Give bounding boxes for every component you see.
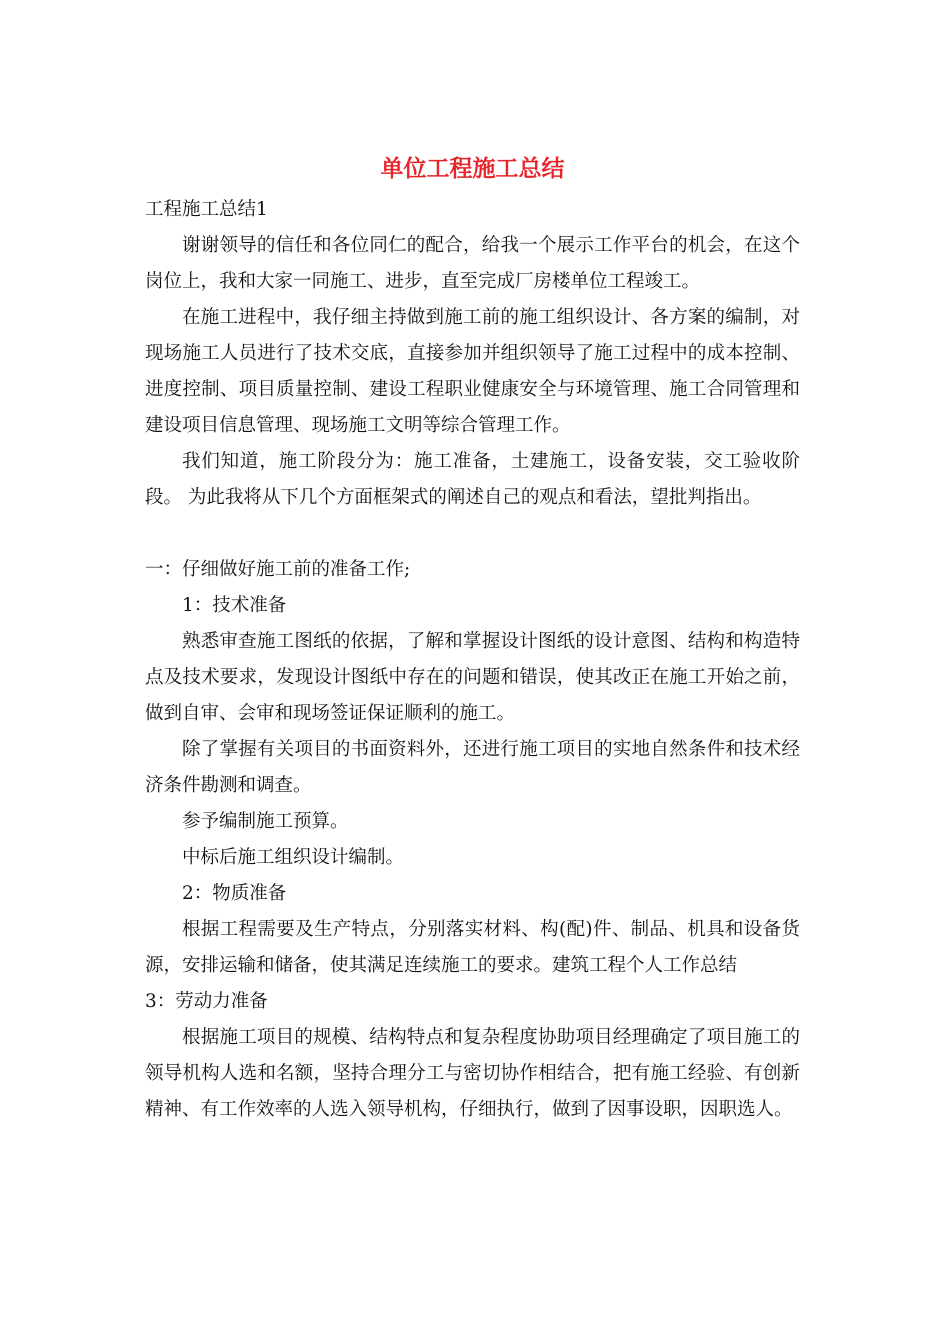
paragraph: 熟悉审查施工图纸的依据，了解和掌握设计图纸的设计意图、结构和构造特点及技术要求，发现设计图纸中存在的问题和错误，使其改正在施工开始之前，做到自审、会审和现场签证保证顺利的施工。 — [145, 631, 800, 724]
paragraph: 谢谢领导的信任和各位同仁的配合，给我一个展示工作平台的机会，在这个岗位上，我和大家一同施工、进步，直至完成厂房楼单位工程竣工。 — [145, 235, 800, 292]
paragraph: 除了掌握有关项目的书面资料外，还进行施工项目的实地自然条件和技术经济条件勘测和调查。 — [145, 739, 800, 796]
document-title: 单位工程施工总结 — [380, 156, 565, 182]
paragraph: 根据施工项目的规模、结构特点和复杂程度协助项目经理确定了项目施工的领导机构人选和名额，坚持合理分工与密切协作相结合，把有施工经验、有创新精神、有工作效率的人选入领导机构，仔细执行，做到了因事设职，因职选人。 — [145, 1027, 800, 1120]
paragraph: 根据工程需要及生产特点，分别落实材料、构(配)件、制品、机具和设备货源，安排运输和储备，使其满足连续施工的要求。建筑工程个人工作总结 — [145, 919, 800, 976]
subsection-heading: 2：物质准备 — [182, 883, 287, 904]
subsection-heading: 3：劳动力准备 — [145, 991, 268, 1012]
paragraph: 中标后施工组织设计编制。 — [182, 847, 405, 868]
section-heading: 一：仔细做好施工前的准备工作; — [145, 559, 411, 580]
document-body — [145, 150, 800, 1128]
paragraph: 在施工进程中，我仔细主持做到施工前的施工组织设计、各方案的编制，对现场施工人员进行了技术交底，直接参加并组织领导了施工过程中的成本控制、进度控制、项目质量控制、建设工程职业健康安全与环境管理、施工合同管理和建设项目信息管理、现场施工文明等综合管理工作。 — [145, 307, 800, 436]
paragraph: 参予编制施工预算。 — [182, 811, 349, 832]
paragraph: 我们知道，施工阶段分为：施工准备，土建施工，设备安装，交工验收阶段。 为此我将从下几个方面框架式的阐述自己的观点和看法，望批判指出。 — [145, 451, 800, 508]
subsection-heading: 1：技术准备 — [182, 595, 287, 616]
blank-line — [145, 516, 800, 552]
section-heading: 工程施工总结1 — [145, 199, 268, 220]
